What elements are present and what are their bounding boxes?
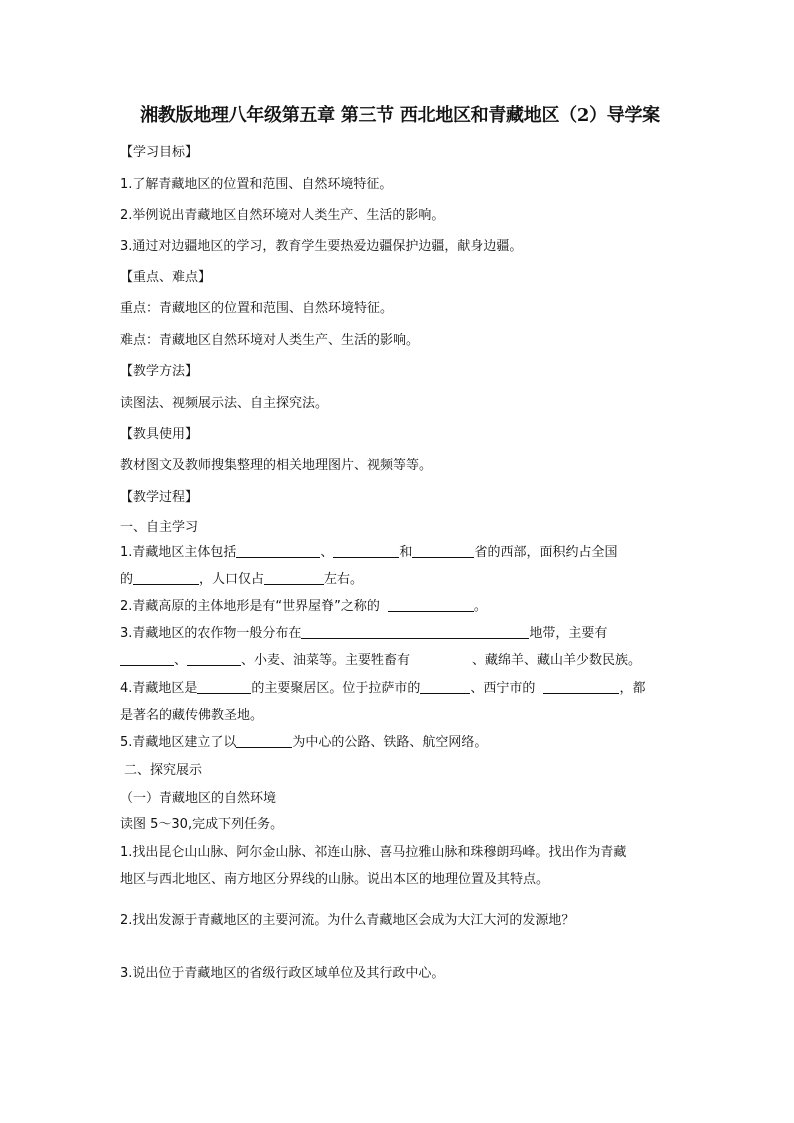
q4-text-b: 的主要聚居区。位于拉萨市的 (251, 681, 421, 696)
q5-blank-1[interactable] (236, 733, 292, 748)
question-4-line-1 (120, 679, 645, 699)
section2-heading: 二、探究展示 (124, 763, 203, 778)
q3-blank-2[interactable] (120, 651, 174, 666)
q3-blank-3[interactable] (187, 651, 241, 666)
q5-text-b: 为中心的公路、铁路、航空网络。 (292, 735, 488, 750)
question-4-line-2: 是著名的藏传佛教圣地。 (120, 708, 264, 723)
objective-3: 3.通过对边疆地区的学习，教育学生要热爱边疆保护边疆，献身边疆。 (120, 239, 523, 254)
q4-blank-1[interactable] (197, 679, 251, 694)
q3-text-d: 、小麦、油菜等。主要牲畜有 (241, 653, 411, 668)
document-title: 湘教版地理八年级第五章 第三节 西北地区和青藏地区（2）导学案 (140, 105, 660, 126)
tools-heading: 【教具使用】 (120, 427, 199, 442)
q3-blank-1[interactable] (301, 624, 529, 639)
q4-text-d: ，都 (619, 681, 646, 696)
q3-text-e: 、藏绵羊、藏山羊少数民族。 (472, 653, 642, 668)
question-3-line-1 (120, 624, 607, 644)
q3-text-a: 3.青藏地区的农作物一般分布在 (120, 626, 302, 641)
objectives-heading: 【学习目标】 (120, 145, 199, 160)
q1-blank-1[interactable] (236, 543, 320, 558)
q4-blank-2[interactable] (420, 679, 470, 694)
q1-text-e: 的 (120, 572, 134, 587)
process-heading: 【教学过程】 (120, 490, 199, 505)
q2-text-b: 。 (473, 599, 487, 614)
q1-blank-4[interactable] (133, 570, 199, 585)
key-point: 重点：青藏地区的位置和范围、自然环境特征。 (120, 301, 394, 316)
question-3-line-2 (120, 651, 641, 671)
objective-2: 2.举例说出青藏地区自然环境对人类生产、生活的影响。 (120, 208, 445, 223)
q1-text-f: ，人口仅占 (199, 572, 265, 587)
read-map-instruction: 读图 5～30,完成下列任务。 (120, 817, 284, 832)
question-1-line-2 (120, 570, 363, 590)
q1-blank-3[interactable] (412, 543, 474, 558)
question-1-line-1 (120, 543, 617, 563)
q1-text-b: 、 (320, 545, 334, 560)
q1-text-d: 省的西部，面积约占全国 (474, 545, 618, 560)
section1-heading: 一、自主学习 (120, 520, 199, 535)
objective-1: 1.了解青藏地区的位置和范围、自然环境特征。 (120, 177, 393, 192)
q1-text-g: 左右。 (324, 572, 364, 587)
q3-text-b: 地带，主要有 (529, 626, 608, 641)
q5-text-a: 5.青藏地区建立了以 (120, 735, 237, 750)
q2-text-a: 2.青藏高原的主体地形是有“世界屋脊”之称的 (120, 599, 380, 614)
difficult-point: 难点：青藏地区自然环境对人类生产、生活的影响。 (120, 333, 420, 348)
question-2 (120, 597, 487, 617)
key-heading: 【重点、难点】 (120, 270, 212, 285)
q2-blank-1[interactable] (388, 597, 474, 612)
tools-text: 教材图文及教师搜集整理的相关地理图片、视频等等。 (120, 458, 433, 473)
task-1-line-1: 1.找出昆仑山山脉、阿尔金山脉、祁连山脉、喜马拉雅山脉和珠穆朗玛峰。找出作为青藏 (120, 845, 627, 860)
question-5 (120, 733, 487, 753)
methods-text: 读图法、视频展示法、自主探究法。 (120, 396, 329, 411)
subsection-1-heading: （一）青藏地区的自然环境 (120, 791, 277, 806)
q4-text-a: 4.青藏地区是 (120, 681, 198, 696)
q1-text-a: 1.青藏地区主体包括 (120, 545, 237, 560)
q1-blank-2[interactable] (333, 543, 399, 558)
task-1-line-2: 地区与西北地区、南方地区分界线的山脉。说出本区的地理位置及其特点。 (120, 872, 550, 887)
q4-text-c: 、西宁市的 (470, 681, 536, 696)
methods-heading: 【教学方法】 (120, 364, 199, 379)
task-3: 3.说出位于青藏地区的省级行政区域单位及其行政中心。 (120, 966, 445, 981)
task-2: 2.找出发源于青藏地区的主要河流。为什么青藏地区会成为大江大河的发源地？ (120, 913, 575, 928)
q4-blank-3[interactable] (543, 679, 619, 694)
q1-blank-5[interactable] (264, 570, 324, 585)
q1-text-c: 和 (399, 545, 413, 560)
q3-text-c: 、 (174, 653, 188, 668)
